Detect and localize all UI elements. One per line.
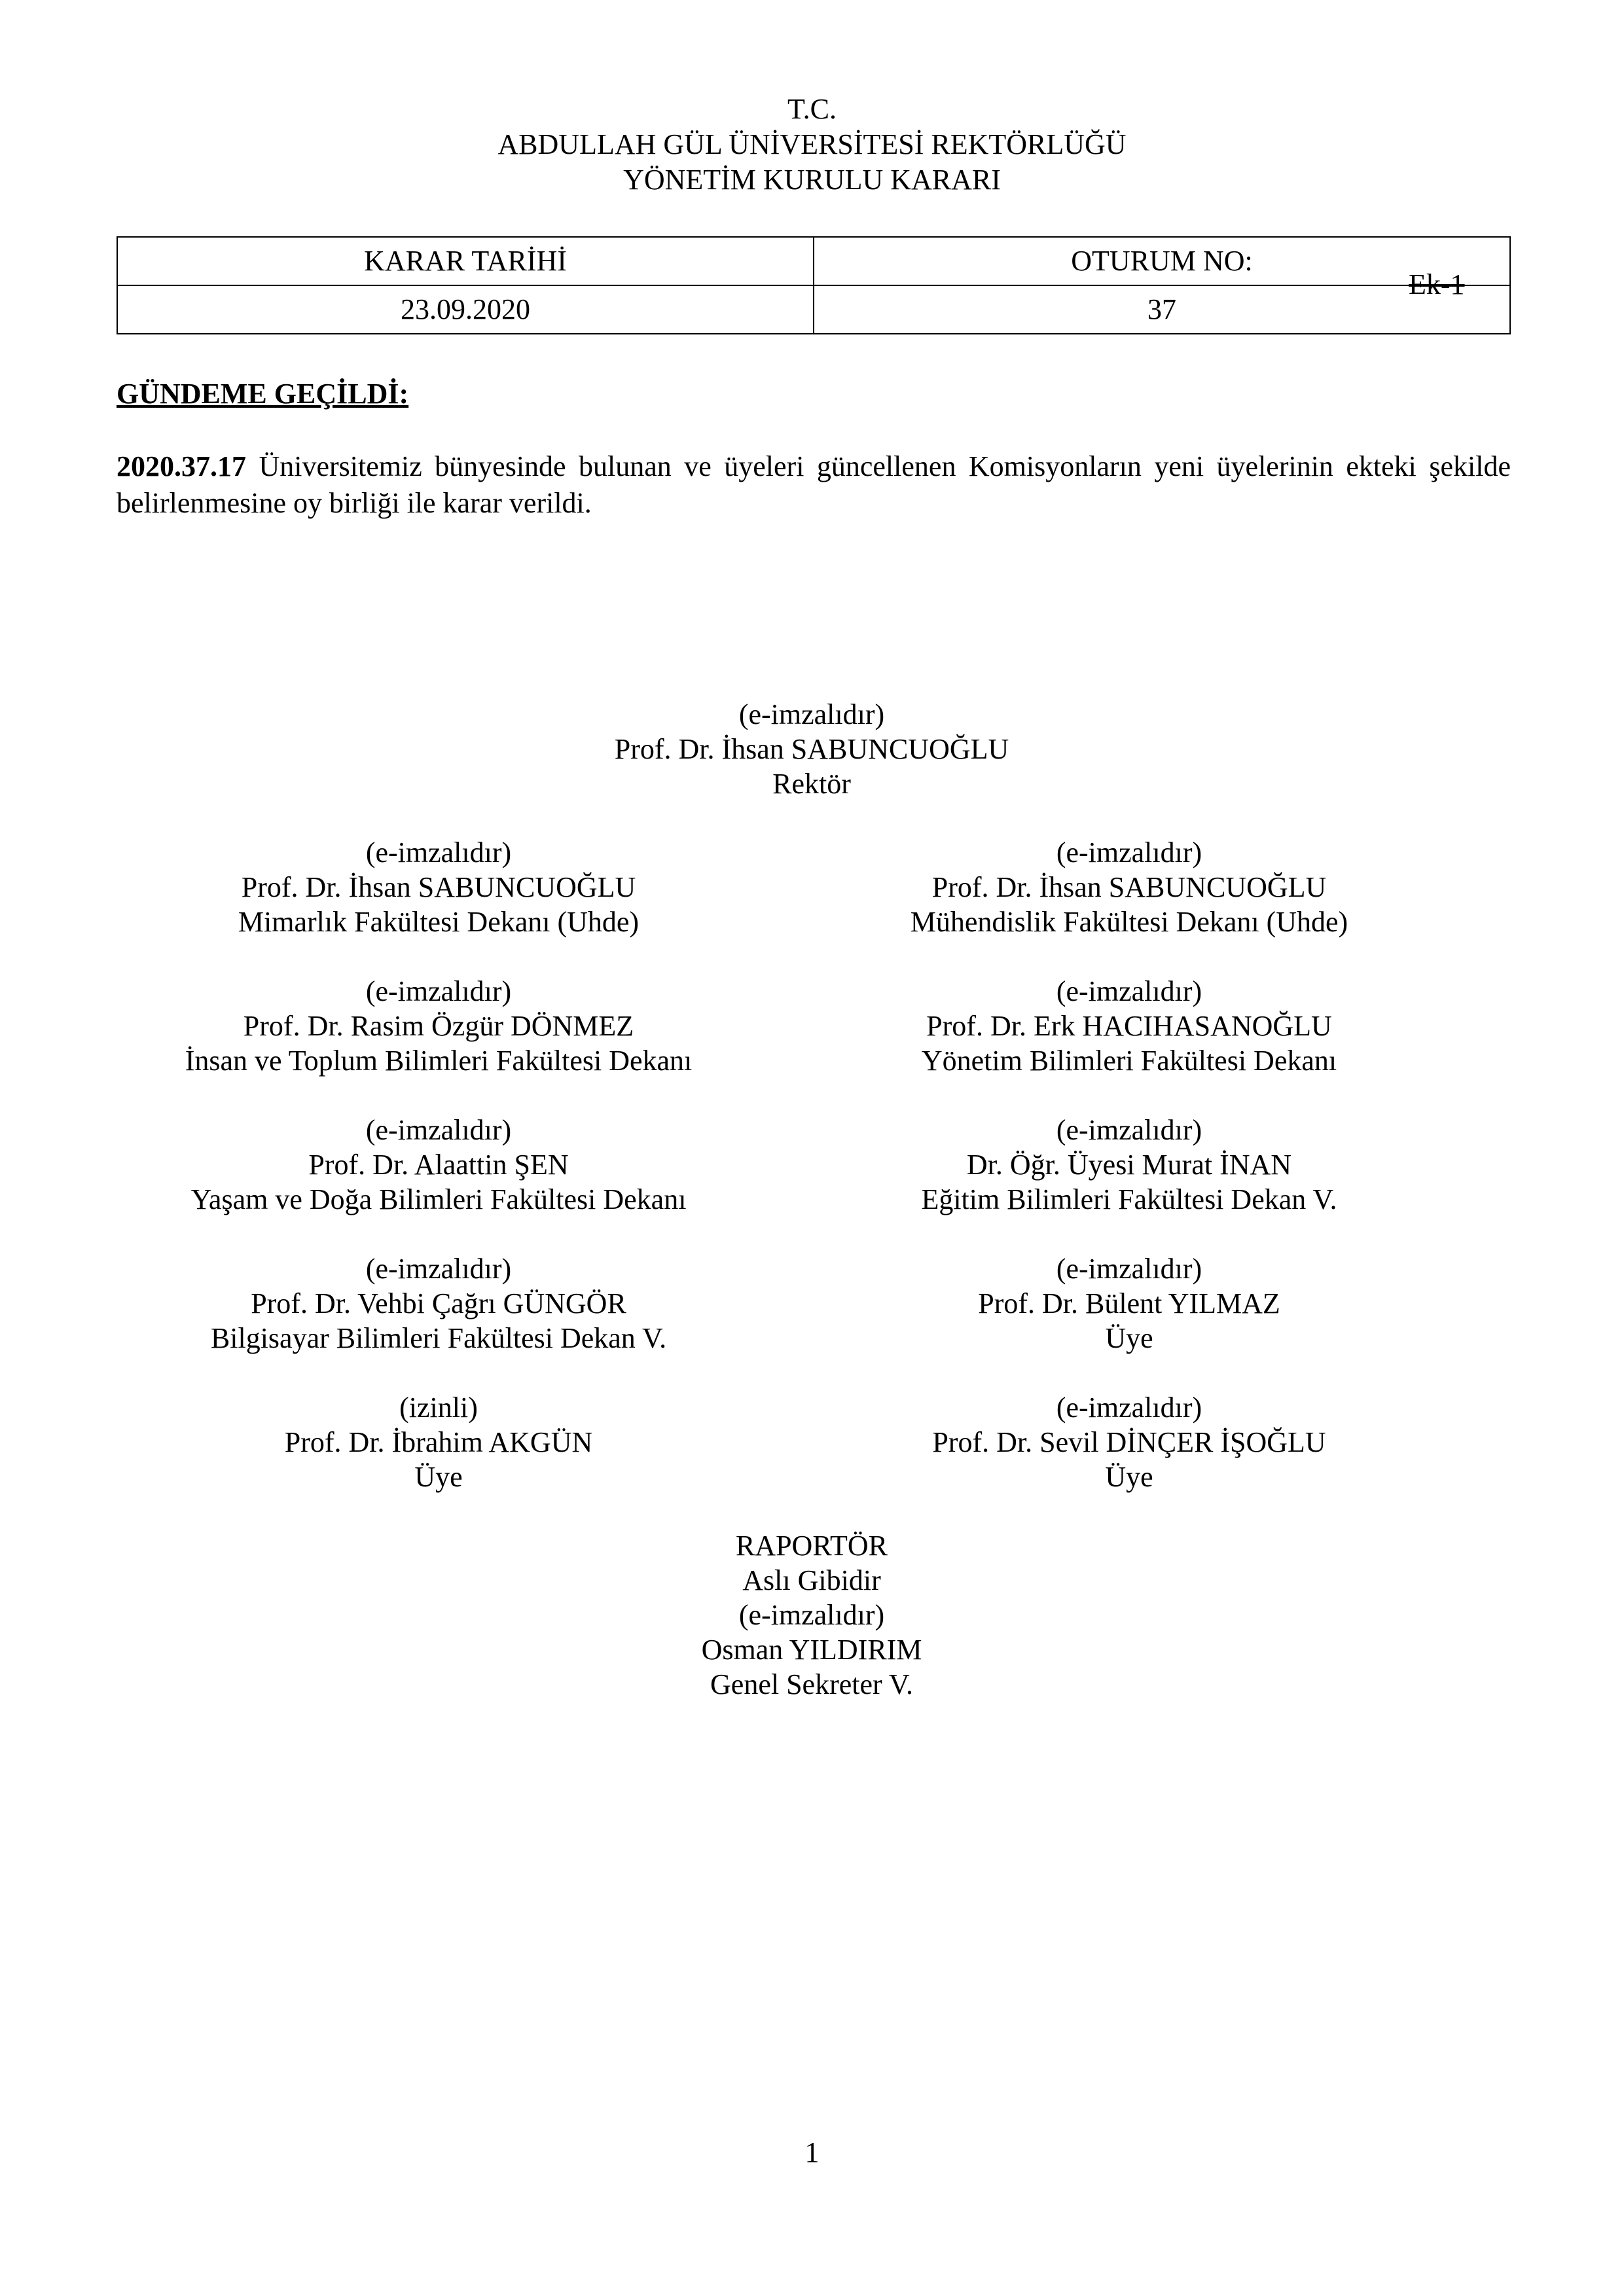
signature-left-3 xyxy=(111,1113,766,1217)
certification-note: Aslı Gibidir xyxy=(742,1564,881,1596)
decision-text: Üniversitemiz bünyesinde bulunan ve üyeleri güncellenen Komisyonların yeni üyelerinin ekteki şekilde belirlenmesine oy birliği ile karar verildi. xyxy=(117,450,1511,519)
signature-status: (izinli) xyxy=(399,1391,478,1424)
signature-name: Prof. Dr. İbrahim AKGÜN xyxy=(284,1426,593,1458)
header-board-title: YÖNETİM KURULU KARARI xyxy=(623,164,1001,196)
signature-rector xyxy=(484,697,1139,801)
agenda-heading: GÜNDEME GEÇİLDİ: xyxy=(117,378,409,410)
signature-status: (e-imzalıdır) xyxy=(1056,975,1202,1007)
signature-name: Prof. Dr. İhsan SABUNCUOĞLU xyxy=(614,733,1009,765)
signature-status: (e-imzalıdır) xyxy=(738,698,885,730)
signature-name: Prof. Dr. Rasim Özgür DÖNMEZ xyxy=(243,1010,634,1042)
signature-name: Prof. Dr. Alaattin ŞEN xyxy=(308,1149,569,1181)
decision-date-value: 23.09.2020 xyxy=(117,285,814,334)
signature-name: Osman YILDIRIM xyxy=(701,1634,922,1666)
decision-paragraph xyxy=(117,448,1511,522)
signature-title: Yönetim Bilimleri Fakültesi Dekanı xyxy=(921,1045,1337,1077)
signature-title: Eğitim Bilimleri Fakültesi Dekan V. xyxy=(921,1183,1337,1215)
header-institution: ABDULLAH GÜL ÜNİVERSİTESİ REKTÖRLÜĞÜ xyxy=(497,128,1127,160)
decision-number: 2020.37.17 xyxy=(117,450,246,482)
signature-title: İnsan ve Toplum Bilimleri Fakültesi Dekanı xyxy=(185,1045,693,1077)
signature-name: Prof. Dr. Bülent YILMAZ xyxy=(978,1287,1280,1319)
signature-left-2 xyxy=(111,974,766,1078)
signature-status: (e-imzalıdır) xyxy=(365,975,512,1007)
signature-name: Prof. Dr. Vehbi Çağrı GÜNGÖR xyxy=(251,1287,626,1319)
page-number: 1 xyxy=(804,2136,820,2168)
document-header xyxy=(0,92,1624,198)
signature-name: Prof. Dr. İhsan SABUNCUOĞLU xyxy=(931,871,1327,903)
signature-title: Üye xyxy=(1105,1322,1153,1354)
signature-right-1 xyxy=(802,835,1456,939)
decision-date-label: KARAR TARİHİ xyxy=(117,237,814,285)
signature-title: Mühendislik Fakültesi Dekanı (Uhde) xyxy=(910,906,1348,938)
signature-name: Prof. Dr. Sevil DİNÇER İŞOĞLU xyxy=(932,1426,1326,1458)
signature-name: Prof. Dr. Erk HACIHASANOĞLU xyxy=(926,1010,1332,1042)
signature-reporter xyxy=(484,1528,1139,1702)
signature-status: (e-imzalıdır) xyxy=(365,1253,512,1285)
signature-left-4 xyxy=(111,1251,766,1355)
signature-title: Üye xyxy=(1105,1461,1153,1493)
signature-right-3 xyxy=(802,1113,1456,1217)
session-number-label: OTURUM NO: xyxy=(814,237,1510,285)
decision-meta-table xyxy=(117,236,1511,334)
signature-title: Mimarlık Fakültesi Dekanı (Uhde) xyxy=(238,906,640,938)
signature-right-5 xyxy=(802,1390,1456,1494)
signature-title: Rektör xyxy=(772,768,851,800)
session-number-value: 37 xyxy=(814,285,1510,334)
annex-label: Ek-1 xyxy=(1409,268,1465,300)
signature-title: Yaşam ve Doğa Bilimleri Fakültesi Dekanı xyxy=(190,1183,687,1215)
signature-title: Üye xyxy=(414,1461,463,1493)
signature-name: Dr. Öğr. Üyesi Murat İNAN xyxy=(966,1149,1292,1181)
signature-right-4 xyxy=(802,1251,1456,1355)
signature-title: Genel Sekreter V. xyxy=(710,1668,913,1700)
signature-name: Prof. Dr. İhsan SABUNCUOĞLU xyxy=(241,871,636,903)
reporter-label: RAPORTÖR xyxy=(735,1530,888,1562)
signature-status: (e-imzalıdır) xyxy=(365,836,512,869)
signature-left-5 xyxy=(111,1390,766,1494)
signature-status: (e-imzalıdır) xyxy=(1056,1253,1202,1285)
signature-left-1 xyxy=(111,835,766,939)
signature-status: (e-imzalıdır) xyxy=(1056,1391,1202,1424)
signature-right-2 xyxy=(802,974,1456,1078)
signature-status: (e-imzalıdır) xyxy=(738,1599,885,1631)
signature-status: (e-imzalıdır) xyxy=(1056,836,1202,869)
signature-status: (e-imzalıdır) xyxy=(1056,1114,1202,1146)
signature-title: Bilgisayar Bilimleri Fakültesi Dekan V. xyxy=(210,1322,667,1354)
header-country: T.C. xyxy=(787,93,837,125)
signature-status: (e-imzalıdır) xyxy=(365,1114,512,1146)
